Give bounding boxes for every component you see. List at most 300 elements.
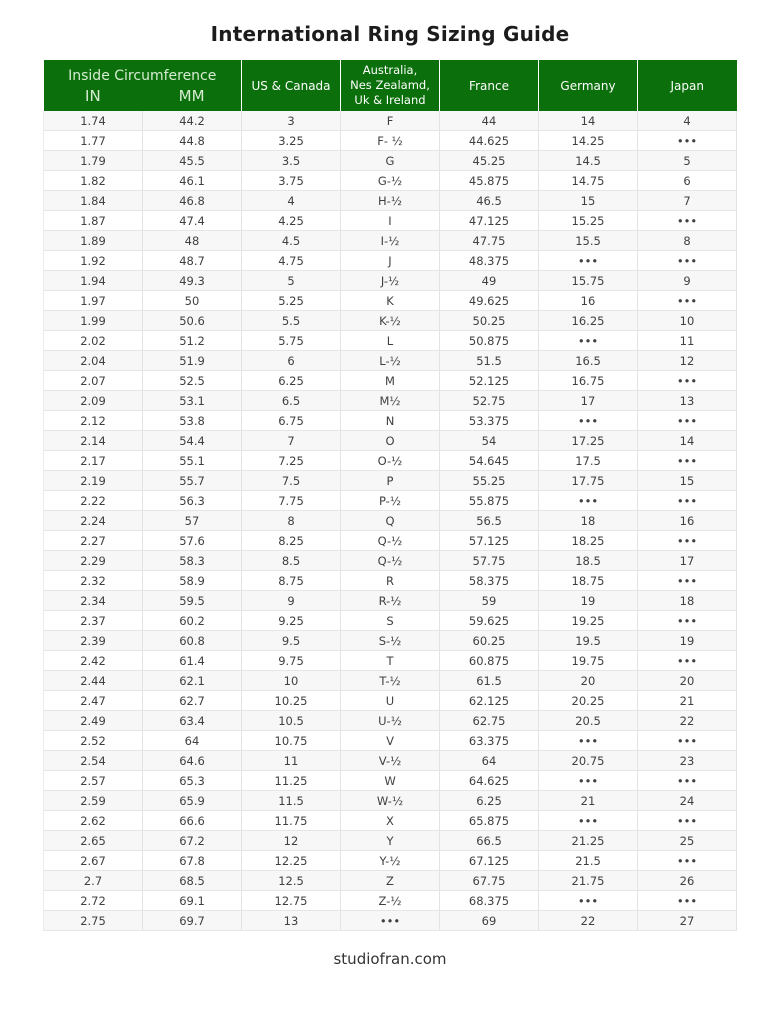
cell-japan: •••	[638, 851, 737, 871]
table-row	[44, 711, 737, 731]
cell-australia: Z	[341, 871, 440, 891]
cell-us-canada: 8.5	[242, 551, 341, 571]
cell-australia: K	[341, 291, 440, 311]
cell-japan: •••	[638, 891, 737, 911]
table-row	[44, 831, 737, 851]
cell-us-canada: 5	[242, 271, 341, 291]
cell-germany: 14	[539, 111, 638, 131]
cell-japan: 27	[638, 911, 737, 931]
cell-us-canada: 3.25	[242, 131, 341, 151]
cell-mm: 51.9	[143, 351, 242, 371]
cell-us-canada: 11.5	[242, 791, 341, 811]
cell-australia: R	[341, 571, 440, 591]
cell-germany: •••	[539, 491, 638, 511]
table-body	[44, 111, 737, 931]
cell-mm: 64.6	[143, 751, 242, 771]
table-row	[44, 551, 737, 571]
cell-france: 46.5	[440, 191, 539, 211]
cell-japan: •••	[638, 811, 737, 831]
cell-us-canada: 8	[242, 511, 341, 531]
cell-australia: Y-½	[341, 851, 440, 871]
cell-us-canada: 6.25	[242, 371, 341, 391]
cell-japan: 24	[638, 791, 737, 811]
cell-australia: R-½	[341, 591, 440, 611]
cell-germany: •••	[539, 331, 638, 351]
cell-mm: 50.6	[143, 311, 242, 331]
cell-us-canada: 4.25	[242, 211, 341, 231]
cell-germany: •••	[539, 411, 638, 431]
cell-france: 51.5	[440, 351, 539, 371]
cell-in: 1.79	[44, 151, 143, 171]
cell-germany: 17	[539, 391, 638, 411]
cell-france: 50.875	[440, 331, 539, 351]
header-mm: MM	[178, 87, 205, 105]
cell-us-canada: 11	[242, 751, 341, 771]
cell-mm: 51.2	[143, 331, 242, 351]
table-row	[44, 651, 737, 671]
cell-germany: •••	[539, 811, 638, 831]
table-row	[44, 451, 737, 471]
table-row	[44, 511, 737, 531]
header-france: France	[440, 60, 539, 111]
cell-germany: 21.5	[539, 851, 638, 871]
cell-australia: F	[341, 111, 440, 131]
cell-japan: 7	[638, 191, 737, 211]
cell-australia: P-½	[341, 491, 440, 511]
cell-us-canada: 6.75	[242, 411, 341, 431]
cell-in: 2.47	[44, 691, 143, 711]
cell-mm: 60.8	[143, 631, 242, 651]
cell-france: 58.375	[440, 571, 539, 591]
cell-australia: S-½	[341, 631, 440, 651]
cell-australia: U-½	[341, 711, 440, 731]
cell-mm: 65.9	[143, 791, 242, 811]
cell-france: 69	[440, 911, 539, 931]
cell-in: 2.29	[44, 551, 143, 571]
cell-australia: J	[341, 251, 440, 271]
cell-us-canada: 4	[242, 191, 341, 211]
cell-us-canada: 5.5	[242, 311, 341, 331]
cell-us-canada: 5.75	[242, 331, 341, 351]
cell-france: 66.5	[440, 831, 539, 851]
cell-mm: 65.3	[143, 771, 242, 791]
header-au-line1: Australia,	[362, 63, 418, 77]
cell-mm: 60.2	[143, 611, 242, 631]
cell-australia: W	[341, 771, 440, 791]
cell-germany: 21	[539, 791, 638, 811]
table-row	[44, 351, 737, 371]
cell-germany: 18.5	[539, 551, 638, 571]
cell-germany: 22	[539, 911, 638, 931]
cell-mm: 44.8	[143, 131, 242, 151]
cell-in: 2.14	[44, 431, 143, 451]
cell-us-canada: 4.5	[242, 231, 341, 251]
cell-australia: H-½	[341, 191, 440, 211]
cell-us-canada: 7	[242, 431, 341, 451]
cell-japan: •••	[638, 771, 737, 791]
cell-us-canada: 7.75	[242, 491, 341, 511]
cell-japan: •••	[638, 531, 737, 551]
cell-germany: 19.5	[539, 631, 638, 651]
cell-in: 2.59	[44, 791, 143, 811]
cell-france: 61.5	[440, 671, 539, 691]
cell-france: 59	[440, 591, 539, 611]
cell-in: 2.44	[44, 671, 143, 691]
header-au-line3: Uk & Ireland	[354, 93, 426, 107]
table-row	[44, 271, 737, 291]
cell-us-canada: 7.25	[242, 451, 341, 471]
page-title: International Ring Sizing Guide	[210, 22, 570, 46]
cell-australia: Q-½	[341, 551, 440, 571]
cell-us-canada: 10.25	[242, 691, 341, 711]
cell-mm: 48.7	[143, 251, 242, 271]
cell-japan: 8	[638, 231, 737, 251]
cell-germany: 16.25	[539, 311, 638, 331]
cell-us-canada: 9.25	[242, 611, 341, 631]
cell-mm: 67.8	[143, 851, 242, 871]
cell-in: 2.07	[44, 371, 143, 391]
cell-germany: 17.75	[539, 471, 638, 491]
cell-in: 2.24	[44, 511, 143, 531]
cell-in: 2.42	[44, 651, 143, 671]
header-in: IN	[85, 87, 101, 105]
cell-france: 64.625	[440, 771, 539, 791]
cell-germany: •••	[539, 251, 638, 271]
cell-france: 59.625	[440, 611, 539, 631]
cell-in: 2.32	[44, 571, 143, 591]
cell-mm: 57.6	[143, 531, 242, 551]
cell-mm: 48	[143, 231, 242, 251]
cell-france: 45.875	[440, 171, 539, 191]
cell-in: 2.75	[44, 911, 143, 931]
table-row	[44, 871, 737, 891]
cell-in: 1.94	[44, 271, 143, 291]
cell-in: 2.19	[44, 471, 143, 491]
cell-in: 1.77	[44, 131, 143, 151]
cell-germany: 17.25	[539, 431, 638, 451]
cell-germany: 20.5	[539, 711, 638, 731]
cell-france: 45.25	[440, 151, 539, 171]
cell-japan: 23	[638, 751, 737, 771]
cell-australia: Q	[341, 511, 440, 531]
cell-us-canada: 4.75	[242, 251, 341, 271]
cell-in: 2.65	[44, 831, 143, 851]
cell-australia: Y	[341, 831, 440, 851]
cell-france: 49.625	[440, 291, 539, 311]
table-row	[44, 811, 737, 831]
table-row	[44, 531, 737, 551]
cell-mm: 46.1	[143, 171, 242, 191]
cell-france: 57.125	[440, 531, 539, 551]
cell-germany: 18	[539, 511, 638, 531]
cell-france: 44	[440, 111, 539, 131]
cell-france: 50.25	[440, 311, 539, 331]
cell-france: 55.25	[440, 471, 539, 491]
header-au-line2: Nes Zealamd,	[350, 78, 430, 92]
cell-japan: 11	[638, 331, 737, 351]
cell-france: 60.25	[440, 631, 539, 651]
cell-in: 1.84	[44, 191, 143, 211]
cell-france: 47.125	[440, 211, 539, 231]
cell-japan: 16	[638, 511, 737, 531]
cell-germany: 17.5	[539, 451, 638, 471]
cell-mm: 56.3	[143, 491, 242, 511]
cell-australia: T-½	[341, 671, 440, 691]
cell-us-canada: 6	[242, 351, 341, 371]
header-germany: Germany	[539, 60, 638, 111]
cell-us-canada: 7.5	[242, 471, 341, 491]
cell-japan: 18	[638, 591, 737, 611]
cell-in: 2.09	[44, 391, 143, 411]
cell-australia: L-½	[341, 351, 440, 371]
cell-us-canada: 10.75	[242, 731, 341, 751]
cell-japan: 19	[638, 631, 737, 651]
table-row	[44, 151, 737, 171]
cell-japan: •••	[638, 491, 737, 511]
table-row	[44, 431, 737, 451]
cell-australia: S	[341, 611, 440, 631]
cell-in: 1.82	[44, 171, 143, 191]
cell-japan: 21	[638, 691, 737, 711]
cell-france: 67.75	[440, 871, 539, 891]
cell-in: 2.17	[44, 451, 143, 471]
cell-germany: 16.75	[539, 371, 638, 391]
cell-us-canada: 9.5	[242, 631, 341, 651]
cell-japan: •••	[638, 211, 737, 231]
table-row	[44, 791, 737, 811]
cell-japan: 20	[638, 671, 737, 691]
cell-france: 62.125	[440, 691, 539, 711]
cell-us-canada: 12	[242, 831, 341, 851]
cell-in: 2.49	[44, 711, 143, 731]
cell-australia: P	[341, 471, 440, 491]
cell-in: 2.7	[44, 871, 143, 891]
table-row	[44, 131, 737, 151]
cell-mm: 64	[143, 731, 242, 751]
cell-in: 2.62	[44, 811, 143, 831]
cell-australia: I	[341, 211, 440, 231]
cell-in: 2.12	[44, 411, 143, 431]
cell-japan: 5	[638, 151, 737, 171]
table-header-row	[44, 60, 737, 111]
cell-germany: 15.25	[539, 211, 638, 231]
cell-france: 62.75	[440, 711, 539, 731]
cell-mm: 55.7	[143, 471, 242, 491]
cell-germany: 15.75	[539, 271, 638, 291]
cell-australia: F- ½	[341, 131, 440, 151]
cell-japan: •••	[638, 731, 737, 751]
cell-mm: 62.7	[143, 691, 242, 711]
cell-japan: 26	[638, 871, 737, 891]
cell-us-canada: 3	[242, 111, 341, 131]
cell-germany: 16.5	[539, 351, 638, 371]
cell-france: 47.75	[440, 231, 539, 251]
cell-mm: 59.5	[143, 591, 242, 611]
cell-mm: 66.6	[143, 811, 242, 831]
cell-mm: 54.4	[143, 431, 242, 451]
cell-germany: 19.25	[539, 611, 638, 631]
cell-mm: 57	[143, 511, 242, 531]
cell-us-canada: 3.75	[242, 171, 341, 191]
cell-mm: 47.4	[143, 211, 242, 231]
cell-france: 54.645	[440, 451, 539, 471]
cell-australia: I-½	[341, 231, 440, 251]
cell-germany: 21.75	[539, 871, 638, 891]
cell-australia: J-½	[341, 271, 440, 291]
table-row	[44, 691, 737, 711]
table-row	[44, 291, 737, 311]
cell-in: 2.02	[44, 331, 143, 351]
cell-in: 1.89	[44, 231, 143, 251]
ring-size-table	[43, 60, 737, 931]
cell-mm: 46.8	[143, 191, 242, 211]
cell-australia: W-½	[341, 791, 440, 811]
cell-germany: 21.25	[539, 831, 638, 851]
cell-australia: M½	[341, 391, 440, 411]
cell-germany: 15.5	[539, 231, 638, 251]
cell-us-canada: 12.25	[242, 851, 341, 871]
cell-france: 44.625	[440, 131, 539, 151]
cell-us-canada: 11.25	[242, 771, 341, 791]
table-row	[44, 191, 737, 211]
cell-mm: 55.1	[143, 451, 242, 471]
table-row	[44, 671, 737, 691]
cell-in: 2.27	[44, 531, 143, 551]
cell-mm: 69.7	[143, 911, 242, 931]
cell-france: 64	[440, 751, 539, 771]
cell-in: 2.22	[44, 491, 143, 511]
cell-mm: 50	[143, 291, 242, 311]
cell-japan: •••	[638, 611, 737, 631]
cell-australia: V-½	[341, 751, 440, 771]
cell-in: 2.57	[44, 771, 143, 791]
cell-japan: •••	[638, 291, 737, 311]
cell-germany: 16	[539, 291, 638, 311]
table-row	[44, 911, 737, 931]
cell-in: 1.99	[44, 311, 143, 331]
cell-us-canada: 11.75	[242, 811, 341, 831]
cell-france: 52.75	[440, 391, 539, 411]
cell-japan: 17	[638, 551, 737, 571]
cell-japan: 25	[638, 831, 737, 851]
cell-us-canada: 12.75	[242, 891, 341, 911]
cell-in: 1.92	[44, 251, 143, 271]
table-row	[44, 231, 737, 251]
header-inside-circumference	[44, 60, 242, 111]
table-row	[44, 411, 737, 431]
cell-in: 2.72	[44, 891, 143, 911]
cell-us-canada: 3.5	[242, 151, 341, 171]
cell-japan: 12	[638, 351, 737, 371]
cell-france: 55.875	[440, 491, 539, 511]
header-australia	[341, 60, 440, 111]
cell-germany: •••	[539, 771, 638, 791]
cell-australia: G-½	[341, 171, 440, 191]
cell-mm: 61.4	[143, 651, 242, 671]
table-row	[44, 371, 737, 391]
cell-france: 6.25	[440, 791, 539, 811]
cell-france: 49	[440, 271, 539, 291]
table-row	[44, 471, 737, 491]
cell-germany: 20.75	[539, 751, 638, 771]
cell-france: 54	[440, 431, 539, 451]
cell-in: 2.52	[44, 731, 143, 751]
cell-australia: M	[341, 371, 440, 391]
cell-germany: 14.75	[539, 171, 638, 191]
cell-japan: •••	[638, 451, 737, 471]
cell-us-canada: 10.5	[242, 711, 341, 731]
cell-australia: X	[341, 811, 440, 831]
table-row	[44, 631, 737, 651]
table-row	[44, 611, 737, 631]
cell-us-canada: 13	[242, 911, 341, 931]
cell-france: 57.75	[440, 551, 539, 571]
cell-japan: •••	[638, 251, 737, 271]
cell-us-canada: 12.5	[242, 871, 341, 891]
cell-mm: 68.5	[143, 871, 242, 891]
cell-australia: N	[341, 411, 440, 431]
cell-us-canada: 5.25	[242, 291, 341, 311]
cell-australia: L	[341, 331, 440, 351]
cell-mm: 52.5	[143, 371, 242, 391]
cell-mm: 67.2	[143, 831, 242, 851]
cell-germany: 18.75	[539, 571, 638, 591]
cell-us-canada: 8.25	[242, 531, 341, 551]
cell-japan: 13	[638, 391, 737, 411]
cell-germany: •••	[539, 731, 638, 751]
cell-germany: 15	[539, 191, 638, 211]
table-row	[44, 751, 737, 771]
cell-mm: 58.3	[143, 551, 242, 571]
cell-us-canada: 9.75	[242, 651, 341, 671]
cell-australia: O-½	[341, 451, 440, 471]
table-row	[44, 571, 737, 591]
cell-mm: 53.8	[143, 411, 242, 431]
cell-japan: •••	[638, 651, 737, 671]
cell-in: 2.39	[44, 631, 143, 651]
cell-australia: •••	[341, 911, 440, 931]
cell-in: 2.67	[44, 851, 143, 871]
table-row	[44, 251, 737, 271]
header-us-canada: US & Canada	[242, 60, 341, 111]
cell-france: 68.375	[440, 891, 539, 911]
header-circumference-label: Inside Circumference	[68, 68, 217, 84]
cell-germany: 14.25	[539, 131, 638, 151]
cell-mm: 58.9	[143, 571, 242, 591]
cell-in: 1.97	[44, 291, 143, 311]
cell-france: 52.125	[440, 371, 539, 391]
cell-mm: 49.3	[143, 271, 242, 291]
table-row	[44, 731, 737, 751]
table-row	[44, 311, 737, 331]
cell-us-canada: 9	[242, 591, 341, 611]
cell-australia: G	[341, 151, 440, 171]
cell-in: 2.37	[44, 611, 143, 631]
cell-france: 56.5	[440, 511, 539, 531]
cell-germany: 20.25	[539, 691, 638, 711]
cell-japan: •••	[638, 371, 737, 391]
cell-germany: 19	[539, 591, 638, 611]
cell-mm: 44.2	[143, 111, 242, 131]
table-row	[44, 491, 737, 511]
cell-japan: •••	[638, 131, 737, 151]
cell-japan: •••	[638, 411, 737, 431]
cell-in: 1.74	[44, 111, 143, 131]
table-row	[44, 591, 737, 611]
header-japan: Japan	[638, 60, 737, 111]
cell-germany: 19.75	[539, 651, 638, 671]
cell-mm: 45.5	[143, 151, 242, 171]
